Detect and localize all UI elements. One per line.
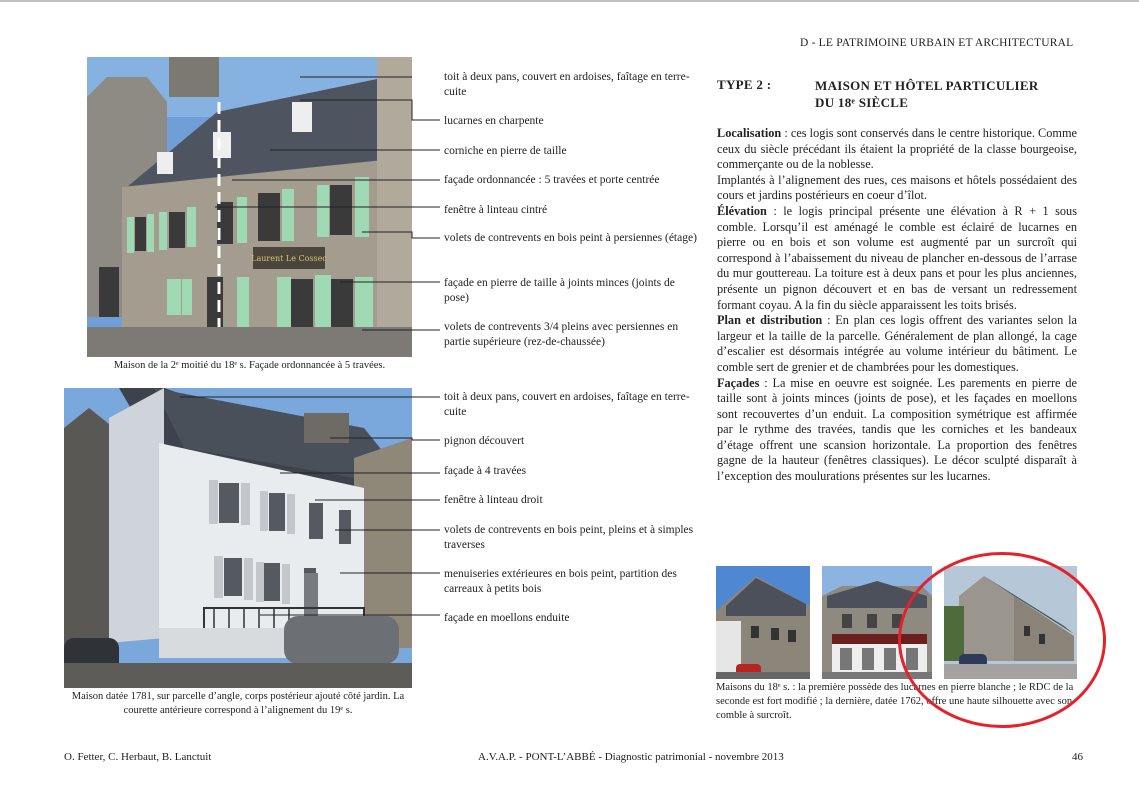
label-stone-facade: façade en pierre de taille à joints minces (joints de pose) [444, 277, 675, 304]
caption-figure1: Maison de la 2ᵉ moitié du 18ᵉ s. Façade ordonnancée à 5 travées. [113, 360, 386, 371]
shop-sign-text: Laurent Le Cossec [251, 254, 327, 263]
label-dormers: lucarnes en charpente [444, 115, 544, 127]
label-joinery: menuiseries extérieures en bois peint, partition des carreaux à petits bois [444, 568, 677, 595]
text-facades: : La mise en oeuvre est soignée. Les parements en pierre de taille sont à joints minces (joints de pose), et les façades en moellons sont recouvertes d’un enduit. La composition symétrique est affirmée par le rythme des travées, tandis que les corniches et les bandeaux d’étage offrent une scansion horizontale. La proportion des fenêtres gagne de la hauteur (fenêtres classiques). Le décor sculpté disparaît à l’exception des moulurations présentes sur les lucarnes. [717, 375, 1077, 484]
label-rendered-facade: façade en moellons enduite [444, 612, 570, 624]
label-straight-lintel: fenêtre à linteau droit [444, 494, 543, 506]
label-ordered-facade: façade ordonnancée : 5 travées et porte centrée [444, 174, 660, 186]
label-plain-shutters: volets de contrevents en bois peint, pleins et à simples traverses [444, 524, 694, 551]
footer-center: A.V.A.P. - PONT-L’ABBÉ - Diagnostic patrimonial - novembre 2013 [478, 751, 784, 763]
para-implantes: Implantés à l’alignement des rues, ces maisons et hôtels possédaient des cours et jardins postérieurs en coeur d’îlot. [717, 172, 1077, 203]
type-title-line1: MAISON ET HÔTEL PARTICULIER [815, 78, 1039, 93]
label-roof-2: toit à deux pans, couvert en ardoises, faîtage en terre-cuite [444, 391, 690, 418]
para-elevation [717, 204, 1077, 313]
para-plan [717, 313, 1077, 375]
type-title-line2: DU 18ᵉ SIÈCLE [815, 95, 909, 110]
thumb-house-1 [716, 566, 810, 679]
label-roof: toit à deux pans, couvert en ardoises, faîtage en terre-cuite [444, 71, 690, 98]
label-gable: pignon découvert [444, 435, 525, 447]
label-ground-shutters: volets de contrevents 3/4 pleins avec persiennes en partie supérieure (rez-de-chaussée) [444, 321, 679, 348]
para-localisation [717, 126, 1077, 173]
para-facades [717, 376, 1077, 485]
type-label: TYPE 2 : [717, 77, 772, 92]
caption-figure2: Maison datée 1781, sur parcelle d’angle, corps postérieur ajouté côté jardin. La courette antérieure correspond à l’alignement du 19ᵉ s. [71, 691, 405, 716]
heading-facades: Façades [717, 375, 760, 390]
footer-authors: O. Fetter, C. Herbaut, B. Lanctuit [64, 751, 212, 763]
text-localisation: : ces logis sont conservés dans le centre historique. Comme ceux du siècle précédant ils étaient la propriété de la classe bourgeoise, commerçante ou de la noblesse. [717, 126, 1077, 172]
heading-localisation: Localisation [717, 126, 782, 140]
page-number: 46 [1072, 751, 1083, 763]
heading-elevation: Élévation [717, 203, 767, 218]
text-elevation: : le logis principal présente une élévation à R + 1 sous comble. Lorsqu’il est aménagé le comble est éclairé de lucarnes en pierre ou en bois et son volume est augmenté par un surcroît qui correspond à l’abaissement du niveau de plancher en-dessous de l’arrase du mur gouttereau. La toiture est à deux pans et pour les plus anciennes, présente un pignon découvert et en bas de versant un redressement formant coyau. A la fin du siècle apparaissent les toits brisés. [717, 203, 1077, 312]
caption-thumbs: Maisons du 18ᵉ s. : la première possède des lucarnes en pierre blanche ; le RDC de la seconde est fort modifié ; la dernière, datée 1762, offre une haute silhouette avec son comble à surcroît. [716, 682, 1074, 721]
label-cornice: corniche en pierre de taille [444, 145, 567, 157]
section-header: D - LE PATRIMOINE URBAIN ET ARCHITECTURAL [800, 37, 1074, 49]
text-plan: : En plan ces logis offrent des variantes selon la largeur et la taille de la parcelle. Généralement de plan allongé, la cage d’escalier est désormais intégrée au volume intérieur du bâtiment. Le comble sert de grenier et de chambrées pour les domestiques. [717, 313, 1077, 374]
label-arched-window: fenêtre à linteau cintré [444, 204, 548, 216]
highlight-circle [898, 552, 1106, 728]
heading-plan: Plan et distribution [717, 313, 823, 328]
body-text [717, 126, 1077, 485]
label-4-bays: façade à 4 travées [444, 465, 527, 477]
type-title [815, 77, 1039, 111]
label-louvred-shutters: volets de contrevents en bois peint à persiennes (étage) [444, 232, 697, 244]
